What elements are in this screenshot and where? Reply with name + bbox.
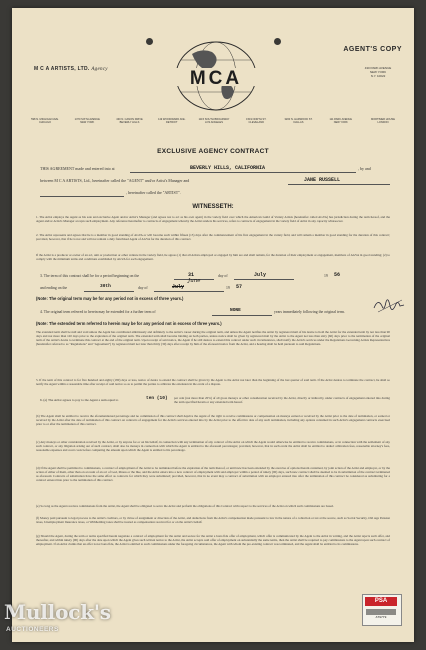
extension-suffix: years immediately following the original term. xyxy=(274,310,345,314)
office-address-row xyxy=(26,118,402,125)
punch-hole-left xyxy=(146,38,153,45)
office-city: LOS ANGELES xyxy=(204,121,224,125)
end-day-blank xyxy=(84,291,134,292)
begin-month-blank xyxy=(234,279,294,280)
office-address xyxy=(68,118,106,125)
company-suffix: Agency xyxy=(91,67,108,72)
extension-note: (Note: The extended term referred to herein may be for any period not in excess of three years.) xyxy=(36,321,222,326)
office-address xyxy=(195,118,233,125)
office-address xyxy=(322,118,360,125)
term-end-text: and ending on the xyxy=(40,286,68,290)
extension-blank xyxy=(212,315,272,316)
watermark-brand: Mullock's xyxy=(4,600,111,624)
extension-term: NONE xyxy=(230,308,241,313)
contract-title: EXCLUSIVE AGENCY CONTRACT xyxy=(157,148,269,155)
commission-text: 6. (a) The Artist agrees to pay to the Agent a sum equal to xyxy=(40,398,119,402)
office-street: 3200 N. HARWOOD ST. xyxy=(284,118,313,121)
clause-2-continued: If the Artist is a producer or owner of an act, unit or production or other venture in the variety field, he agrees (1) that all Artists employed or engaged by him are and shall remain, for the duration of their employment or engagement, members of AGVA in good standing; (2) to comply with the minimum terms and conditions established by AGVA for each engagement. xyxy=(36,253,390,261)
artist-definition: , hereinafter called the "ARTIST". xyxy=(126,190,181,195)
office-city: DALLAS xyxy=(293,121,304,125)
begin-day-of: day of xyxy=(218,274,228,278)
right-address xyxy=(352,66,404,78)
company-heading xyxy=(34,66,108,72)
office-street: 119 WOODWARD AVE. xyxy=(158,118,186,121)
begin-month: July xyxy=(254,272,267,278)
agreement-parties-text: between M C A ARTISTS, Ltd., hereinafter called the "AGENT" and/or Artist's Manager and xyxy=(40,178,190,183)
agents-copy-label: AGENT'S COPY xyxy=(343,46,402,53)
agreement-line-prefix: THIS AGREEMENT made and entered into at xyxy=(40,166,115,171)
office-street: 1115 SOUTH BROADWAY xyxy=(198,118,230,121)
end-day-of: day of xyxy=(138,286,148,290)
office-city: BEVERLY HILLS xyxy=(119,121,140,125)
office-city: DETROIT xyxy=(166,121,178,125)
end-day: 30th xyxy=(100,284,111,289)
clause-4-text: The extended term shall be null and void unless the Agent has contributed ambitiously and definitely to the Artist's career during the original term, and unless the Agent notifies the Artist by registered mail of his desire to hold the Artist for the extended term by not less than 90 days and not more than 120 days prior to the expiration of the original term. The extended term shall become binding on both parties, unless notice shall be given by registered mail by the Artist to the Agent not less than sixty (60) days prior to the termination of the original term of the Artist's desire to terminate this contract at the end of the original term. Upon receipt of said notice, the Agent if he still desires to extend this contract under such circumstances, shall notify the Artist's services under the Regulations Governing Artists Representatives (hereinafter referred to as "Regulations" and "Agreement") by registered mail not later than thirty (30) days after receipt by him of the aforesaid notice from the Artist, and a hearing shall be held pursuant to said Regulations. xyxy=(36,330,390,346)
office-address xyxy=(26,118,64,125)
agreement-place: BEVERLY HILLS, CALIFORNIA xyxy=(190,165,266,171)
end-month-struck: July xyxy=(172,284,185,290)
office-street: 1370 SIXTH AVENUE xyxy=(74,118,100,121)
end-month-blank xyxy=(154,291,224,292)
office-address xyxy=(237,118,275,125)
clause-2: 2. The Artist represents and agrees that he is a member in good standing of AGVA or will become such within fifteen (15) days after the commencement of his first engagement in the variety field, and will remain a member in good standing for the duration of this contract; provided, however, that if he is not and will not remain a duly franchised Agent of AGVA for the duration of this contract. xyxy=(36,233,390,241)
office-address xyxy=(111,118,149,125)
office-city: CHICAGO xyxy=(38,121,52,125)
office-street: MORTIMER HOUSE xyxy=(370,118,396,121)
begin-year: 56 xyxy=(334,272,341,278)
clause-5: 5. If the term of this contract is for five hundred and eighty (180) days or less, notice of desire to extend the contract shall be given by the Agent to the Artist not later than the beginning of the last quarter of said term. If the Artist desires to terminate the contract, he shall so notify the Agent within a reasonable time after receipt of said notice so as to permit the parties to arbitrate the extension in the event of a dispute. xyxy=(36,378,390,386)
clause-6d: (d) If the Agent shall be permitted to commissions, a contract of employment of the Artist to be terminated before the expiration of the term thereof, or until new has been extended by the exercise of options therein contained, by joint action of the Artist and employer, or by the action of either of them, other than on account of an act of God, illness or the like, and the Artist enters into a new contract of employment with said employer within a period of ninety (90) days, such new contract shall be deemed to be in substitution of the contract terminated as aforesaid. Contracts of substitution have the same effect as contracts for which they were substituted; provided, however, that in no event may a contract of substitution with an employer entered into after the termination of this contract be considered as substituting for a contract entered into prior to the termination of this contract. xyxy=(36,466,390,482)
mca-globe-logo xyxy=(162,36,270,120)
office-city: NEW YORK xyxy=(333,121,348,125)
clause-6f: (f) Money paid pursuant to legal process to the Artist's creditors, or by virtue of assignment or direction of the Artist, and deductions from the Artist's compensation made pursuant to law in the nature of a collection or tax at the source, such as Social Security, Old Age Pension taxes, Unemployment Insurance taxes, or Withholding taxes shall be treated as compensation received for or on the Artist's behalf. xyxy=(36,516,390,524)
commission-suffix: per cent (not more than 20%) of all gross moneys or other consideration received by the Artist, directly or indirectly, under contracts of engagement entered into during the term specified herein or any extended term hereof. xyxy=(174,396,390,404)
clause-6c: (c) Any moneys or other consideration received by the Artist, or by anyone for or on his behalf, in connection with any termination of any contract of the Artist on which the Agent would otherwise be entitled to receive commissions, or in connection with the settlement of any such contract, or any litigation arising out of such contract, shall also be moneys in connection with which the Agent is entitled to the aforesaid percentages; provided, however, that in such event the Artist shall be entitled to deduct arbitration fees, reasonable attorney's fees, reasonable expenses and court costs before computing the amount upon which the Agent is entitled to his percentage. xyxy=(36,440,390,452)
right-address-line: 430 PARK AVENUE xyxy=(364,66,392,70)
clause-6e: (e) So long as the Agent receives commissions from the Artist, the Agent shall be obligated to serve the Artist and perform the obligations of this Contract with respect to the services of the Artist on which such commissions are based. xyxy=(36,504,334,508)
office-street: 430 N. CANON DRIVE xyxy=(116,118,143,121)
manager-blank xyxy=(40,196,124,197)
begin-year-prefix: 19 xyxy=(324,274,328,278)
office-street: 111 PARK AVENUE xyxy=(329,118,353,121)
office-city: NEW YORK xyxy=(80,121,95,125)
watermark-tagline: AUCTIONEERS xyxy=(6,626,59,633)
punch-hole-right xyxy=(274,38,281,45)
psa-serial: AT9779 xyxy=(375,616,387,619)
psa-authentication-sticker xyxy=(362,594,400,624)
clause-6g: (g) Should the Agent, during the term or terms specified herein negotiate a contract of employment for the Artist and secure for the Artist a bona fide offer of employment, which offer is communicated by the Agent to the Artist in writing, and the Artist rejects such offer, and thereafter, and within ninety (90) days after the date upon which the Agent gives such written notice to the Artist, the Artist accepts said offer of employment on substantially the same terms, then the Artist shall be required to pay commissions to the Agent upon such contract of employment. If an Artist claims that an offer is not bona fide, the Artist is entitled to such commissions under the foregoing circumstances, the Agent with whom the pre-existing contract was terminated, and the Agent shall be entitled to its commissions. xyxy=(36,534,390,546)
commission-rate: ten (10) xyxy=(146,396,168,401)
agreement-line-suffix: , by and xyxy=(358,166,371,171)
company-name: M C A ARTISTS, LTD. xyxy=(34,66,90,72)
psa-logo: PSA xyxy=(365,597,397,606)
office-street: 598 N. MICHIGAN AVE. xyxy=(31,118,59,121)
barcode-icon xyxy=(366,609,396,615)
logo-text: MCA xyxy=(189,68,243,89)
right-address-line: NEW YORK xyxy=(369,70,387,74)
artist-blank xyxy=(288,184,390,185)
clause-1: 1. The Artist employs the Agent as his sole and exclusive Agent and/or Artist's Manager (and agrees not to act as his own agent) in the variety field over which the American Guild of Variety Artists (hereinafter called AGVA) has jurisdiction during the term hereof, and the Agent and/or Artist's Manager accepts such employment. Any reference hereinafter to contracts of engagement whereby the Artist renders his services, refers to contracts of engagement in the variety field of Artist in any capacity whatsoever. xyxy=(36,215,390,223)
right-address-line: N.Y. 10022 xyxy=(370,74,386,78)
end-month-handwritten: June xyxy=(188,278,201,284)
office-city: CLEVELAND xyxy=(248,121,264,125)
office-address xyxy=(280,118,318,125)
office-street: 1519 NORTH ST. xyxy=(246,118,267,121)
end-year: 57 xyxy=(236,284,243,290)
term-note: (Note: The original term may be for any period not in excess of three years.) xyxy=(36,296,184,301)
witnesseth-heading: WITNESSETH: xyxy=(192,204,234,210)
extension-text: 4. The original term referred to herein may be extended for a further term of xyxy=(40,310,156,314)
artist-name: JANE RUSSELL xyxy=(304,177,341,183)
begin-day: 31 xyxy=(188,272,195,278)
term-begin-text: 3. The term of this contract shall be for a period beginning on the xyxy=(40,274,140,278)
place-blank xyxy=(130,172,356,173)
end-year-prefix: 19 xyxy=(226,286,230,290)
clause-6b: (b) The Agent shall be entitled to receive the aforementioned percentage and no commission of this contract shall deprive the Agent of the right to receive commissions or compensation on moneys earned or received by the Artist prior to the date of termination, or earned or received by the Artist after the date of termination of this contract on contracts of engagement for the Artist's services entered into by the Artist prior to the effective date of any such termination, including any options contained in such Artist's engagement contracts exercised prior to or after the termination of this contract. xyxy=(36,414,390,426)
office-address xyxy=(364,118,402,125)
contract-document xyxy=(12,8,414,642)
office-address xyxy=(153,118,191,125)
office-city: LONDON xyxy=(377,121,389,125)
handwritten-signature xyxy=(372,294,406,316)
